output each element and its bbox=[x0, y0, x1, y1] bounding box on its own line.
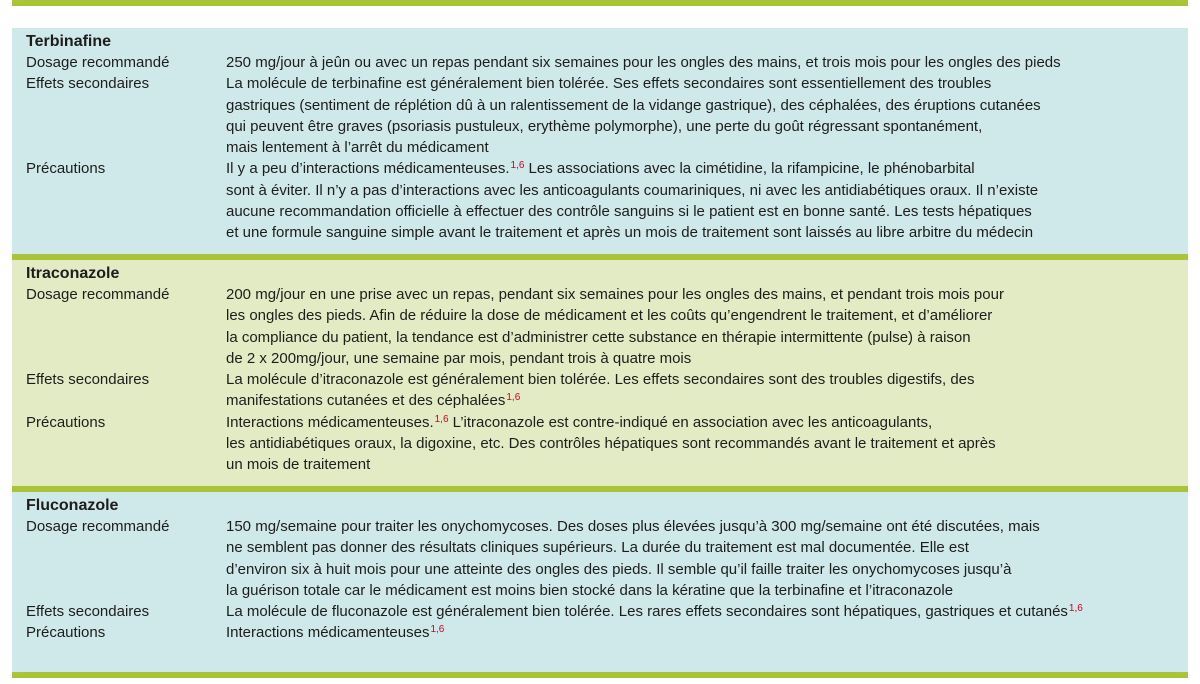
row-content bbox=[226, 412, 1188, 476]
text-line bbox=[226, 137, 1188, 158]
text-line bbox=[226, 516, 1188, 537]
text-line bbox=[226, 412, 1188, 433]
row-label: Précautions bbox=[26, 160, 106, 178]
line-text: La molécule de terbinafine est généralement bien tolérée. Ses effets secondaires sont essentiellement des troubles bbox=[226, 75, 992, 93]
table-row bbox=[26, 284, 1188, 369]
row-label: Effets secondaires bbox=[26, 371, 150, 389]
line-text: un mois de traitement bbox=[226, 456, 371, 474]
section-terbinafine bbox=[12, 28, 1188, 254]
text-line bbox=[226, 284, 1188, 305]
row-label: Précautions bbox=[26, 413, 106, 431]
drug-title-fluconazole: Fluconazole bbox=[26, 497, 119, 514]
row-label: Précautions bbox=[26, 624, 106, 642]
text-line bbox=[226, 158, 1188, 179]
line-text: les ongles des pieds. Afin de réduire la dose de médicament et les coûts qu’engendrent le traitement, et d’améliorer bbox=[226, 307, 993, 325]
row-label: Effets secondaires bbox=[26, 75, 150, 93]
line-text: La molécule de fluconazole est généralement bien tolérée. Les rares effets secondaires sont hépatiques, gastriques et cutanés bbox=[226, 603, 1068, 621]
line-text: mais lentement à l’arrêt du médicament bbox=[226, 139, 489, 157]
line-text: qui peuvent être graves (psoriasis pustuleux, erythème polymorphe), une perte du goût régressant spontanément, bbox=[226, 117, 983, 135]
table-row bbox=[26, 601, 1188, 622]
text-line bbox=[226, 180, 1188, 201]
text-line bbox=[226, 622, 1188, 643]
text-line bbox=[226, 305, 1188, 326]
table-row bbox=[26, 52, 1188, 73]
section-fluconazole bbox=[12, 492, 1188, 672]
text-line bbox=[226, 537, 1188, 558]
text-line bbox=[226, 222, 1188, 243]
row-content bbox=[226, 622, 1188, 643]
line-text: sont à éviter. Il n’y a pas d’interactions avec les anticoagulants coumariniques, ni avec les antidiabétiques oraux. Il n’existe bbox=[226, 181, 1039, 199]
table-row bbox=[26, 369, 1188, 412]
line-text: Il y a peu d’interactions médicamenteuses. bbox=[226, 160, 510, 178]
text-line bbox=[226, 73, 1188, 94]
line-text: et une formule sanguine simple avant le traitement et après un mois de traitement sont laissés au libre arbitre du médecin bbox=[226, 224, 1034, 242]
line-text: Interactions médicamenteuses bbox=[226, 624, 430, 642]
line-text: 200 mg/jour en une prise avec un repas, pendant six semaines pour les ongles des mains, et pendant trois mois pour bbox=[226, 286, 1004, 303]
row-label: Dosage recommandé bbox=[26, 54, 170, 71]
line-text: les antidiabétiques oraux, la digoxine, etc. Des contrôles hépatiques sont recommandés avant le traitement et après bbox=[226, 435, 996, 453]
drug-title-terbinafine: Terbinafine bbox=[26, 33, 112, 50]
line-text: de 2 x 200mg/jour, une semaine par mois, pendant trois à quatre mois bbox=[226, 349, 692, 367]
text-line bbox=[226, 454, 1188, 475]
line-text: manifestations cutanées et des céphalées bbox=[226, 392, 506, 410]
text-line bbox=[226, 580, 1188, 601]
line-text-continued: L’itraconazole est contre-indiqué en association avec les anticoagulants, bbox=[448, 413, 933, 431]
row-label: Dosage recommandé bbox=[26, 286, 170, 303]
line-text: 150 mg/semaine pour traiter les onychomycoses. Des doses plus élevées jusqu’à 300 mg/semaine ont été discutées, mais bbox=[226, 518, 1040, 535]
line-text: ne semblent pas donner des résultats cliniques supérieurs. La durée du traitement est mal documentée. Elle est bbox=[226, 539, 969, 557]
text-line bbox=[226, 559, 1188, 580]
text-line bbox=[226, 52, 1188, 73]
line-text-continued: Les associations avec la cimétidine, la rifampicine, le phénobarbital bbox=[524, 160, 975, 178]
line-text: la compliance du patient, la tendance est d’administrer cette substance en thérapie intermittente (pulse) à raison bbox=[226, 328, 971, 346]
row-content bbox=[226, 601, 1188, 622]
reference-marker: 1,6 bbox=[434, 413, 449, 425]
row-content bbox=[226, 158, 1188, 243]
row-label: Effets secondaires bbox=[26, 603, 150, 621]
table-row bbox=[26, 73, 1188, 158]
reference-marker: 1,6 bbox=[1068, 603, 1083, 615]
text-line bbox=[226, 116, 1188, 137]
text-line bbox=[226, 390, 1188, 411]
row-content bbox=[226, 516, 1188, 601]
bottom-rule bbox=[12, 672, 1188, 678]
drug-title-itraconazole: Itraconazole bbox=[26, 265, 120, 282]
line-text: 250 mg/jour à jeûn ou avec un repas pendant six semaines pour les ongles des mains, et trois mois pour les ongles des pieds bbox=[226, 54, 1061, 71]
text-line bbox=[226, 601, 1188, 622]
text-line bbox=[226, 201, 1188, 222]
reference-marker: 1,6 bbox=[430, 624, 445, 636]
text-line bbox=[226, 327, 1188, 348]
row-content bbox=[226, 284, 1188, 369]
text-line bbox=[226, 433, 1188, 454]
reference-marker: 1,6 bbox=[510, 160, 525, 172]
line-text: Interactions médicamenteuses. bbox=[226, 413, 434, 431]
text-line bbox=[226, 369, 1188, 390]
table-row bbox=[26, 158, 1188, 243]
line-text: aucune recommandation officielle à effectuer des contrôle sanguins si le patient est en bonne santé. Les tests hépatiques bbox=[226, 203, 1032, 221]
line-text: la guérison totale car le médicament est moins bien stocké dans la kératine que la terbinafine et l’itraconazole bbox=[226, 581, 954, 599]
line-text: gastriques (sentiment de réplétion dû à un ralentissement de la vidange gastrique), des céphalées, des éruptions cutanées bbox=[226, 96, 1041, 114]
row-content bbox=[226, 369, 1188, 412]
table-row bbox=[26, 412, 1188, 476]
row-content bbox=[226, 73, 1188, 158]
row-label: Dosage recommandé bbox=[26, 518, 170, 535]
line-text: La molécule d’itraconazole est généralement bien tolérée. Les effets secondaires sont des troubles digestifs, des bbox=[226, 371, 975, 389]
line-text: d’environ six à huit mois pour une atteinte des ongles des pieds. Il semble qu’il faille traiter les onychomycoses jusqu’à bbox=[226, 560, 1012, 578]
reference-marker: 1,6 bbox=[506, 392, 521, 404]
section-itraconazole bbox=[12, 260, 1188, 486]
text-line bbox=[226, 95, 1188, 116]
table-row bbox=[26, 622, 1188, 643]
row-content bbox=[226, 52, 1188, 73]
text-line bbox=[226, 348, 1188, 369]
top-rule bbox=[12, 0, 1188, 6]
table-row bbox=[26, 516, 1188, 601]
